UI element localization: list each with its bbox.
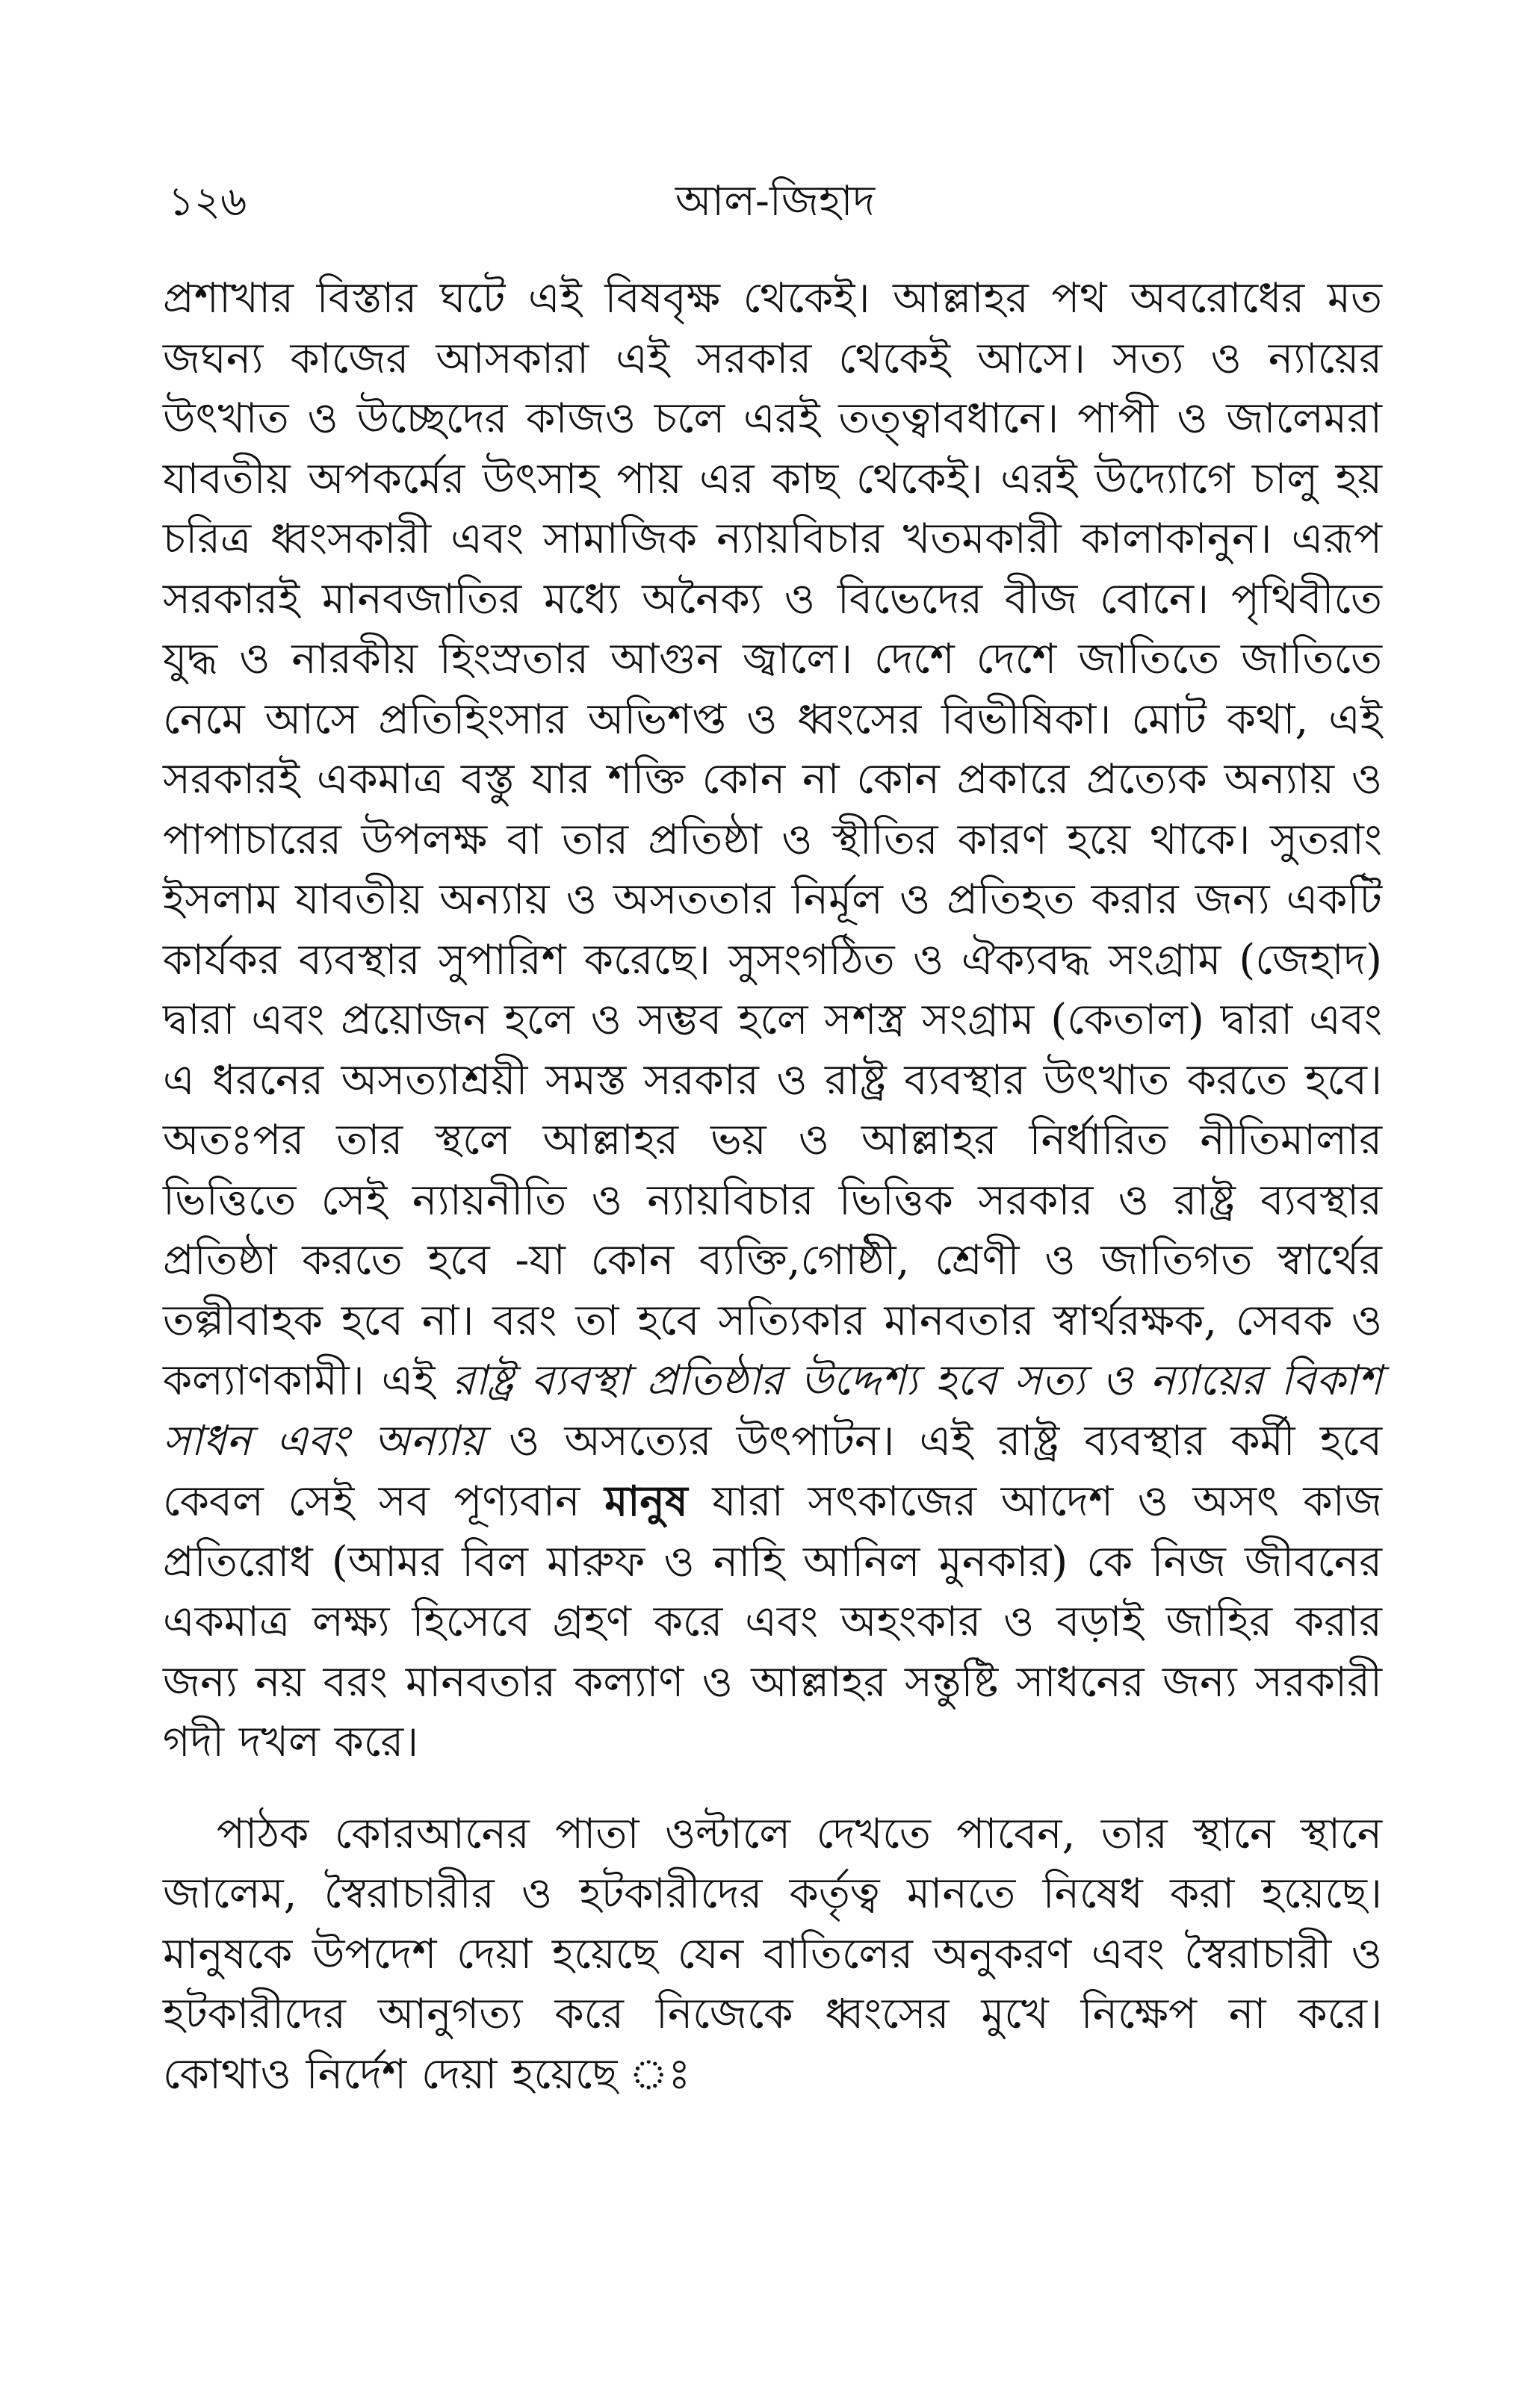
paragraph-2-text: পাঠক কোরআনের পাতা ওল্টালে দেখতে পাবেন, তার স্থানে স্থানে জালেম, স্বৈরাচারীর ও হটকারীদের কর্তৃত্ব মানতে নিষেধ করা হয়েছে। মানুষকে উপদেশ দেয়া হয়েছে যেন বাতিলের অনুকরণ এবং স্বৈরাচারী ও হটকারীদের আনুগত্য করে নিজেকে ধ্বংসের মুখে নিক্ষেপ না করে। কোথাও নির্দেশ দেয়া হয়েছে ঃ	[163, 1809, 1382, 2099]
paragraph-1-text-c: যারা সৎকাজের আদেশ ও অসৎ কাজ প্রতিরোধ (আমর বিল মারুফ ও নাহি আনিল মুনকার) কে নিজ জীবনের একমাত্র লক্ষ্য হিসেবে গ্রহণ করে এবং অহংকার ও বড়াই জাহির করার জন্য নয় বরং মানবতার কল্যাণ ও আল্লাহর সন্তুষ্টি সাধনের জন্য সরকারী গদী দখল করে।	[163, 1477, 1382, 1766]
paragraph-1-bold-text: মানুষ	[604, 1477, 688, 1526]
running-head	[168, 168, 1382, 235]
page-number: ১২৬	[168, 178, 247, 225]
paragraph-1-text-a: প্রশাখার বিস্তার ঘটে এই বিষবৃক্ষ থেকেই। আল্লাহর পথ অবরোধের মত জঘন্য কাজের আসকারা এই সরকার থেকেই আসে। সত্য ও ন্যায়ের উৎখাত ও উচ্ছেদের কাজও চলে এরই তত্ত্বাবধানে। পাপী ও জালেমরা যাবতীয় অপকর্মের উৎসাহ পায় এর কাছ থেকেই। এরই উদ্যোগে চালু হয় চরিত্র ধ্বংসকারী এবং সামাজিক ন্যায়বিচার খতমকারী কালাকানুন। এরূপ সরকারই মানবজাতির মধ্যে অনৈক্য ও বিভেদের বীজ বোনে। পৃথিবীতে যুদ্ধ ও নারকীয় হিংস্রতার আগুন জ্বালে। দেশে দেশে জাতিতে জাতিতে নেমে আসে প্রতিহিংসার অভিশপ্ত ও ধ্বংসের বিভীষিকা। মোট কথা, এই সরকারই একমাত্র বস্তু যার শক্তি কোন না কোন প্রকারে প্রত্যেক অন্যায় ও পাপাচারের উপলক্ষ বা তার প্রতিষ্ঠা ও স্থীতির কারণ হয়ে থাকে। সুতরাং ইসলাম যাবতীয় অন্যায় ও অসততার নির্মূল ও প্রতিহত করার জন্য একটি কার্যকর ব্যবস্থার সুপারিশ করেছে। সুসংগঠিত ও ঐক্যবদ্ধ সংগ্রাম (জেহাদ) দ্বারা এবং প্রয়োজন হলে ও সম্ভব হলে সশস্ত্র সংগ্রাম (কেতাল) দ্বারা এবং এ ধরনের অসত্যাশ্রয়ী সমস্ত সরকার ও রাষ্ট্র ব্যবস্থার উৎখাত করতে হবে। অতঃপর তার স্থলে আল্লাহর ভয় ও আল্লাহর নির্ধারিত নীতিমালার ভিত্তিতে সেই ন্যায়নীতি ও ন্যায়বিচার ভিত্তিক সরকার ও রাষ্ট্র ব্যবস্থার প্রতিষ্ঠা করতে হবে -যা কোন ব্যক্তি,গোষ্ঠী, শ্রেণী ও জাতিগত স্বার্থের তল্পীবাহক হবে না। বরং তা হবে সত্যিকার মানবতার স্বার্থরক্ষক, সেবক ও কল্যাণকামী। এই	[163, 274, 1382, 1405]
body-text	[163, 269, 1382, 2105]
paragraph-1-italic-text: রাষ্ট্র ব্যবস্থা প্রতিষ্ঠার উদ্দেশ্য হবে সত্য ও ন্যায়ের বিকাশ সাধন এবং অন্যায়	[163, 1356, 1382, 1465]
running-title: আল-জিহাদ	[675, 177, 876, 226]
paragraph-2	[163, 1805, 1382, 2106]
paragraph-1	[163, 269, 1382, 1773]
paragraph-1-text-b: ও অসত্যের উৎপাটন। এই রাষ্ট্র ব্যবস্থার কর্মী হবে কেবল সেই সব পূণ্যবান	[163, 1416, 1382, 1526]
